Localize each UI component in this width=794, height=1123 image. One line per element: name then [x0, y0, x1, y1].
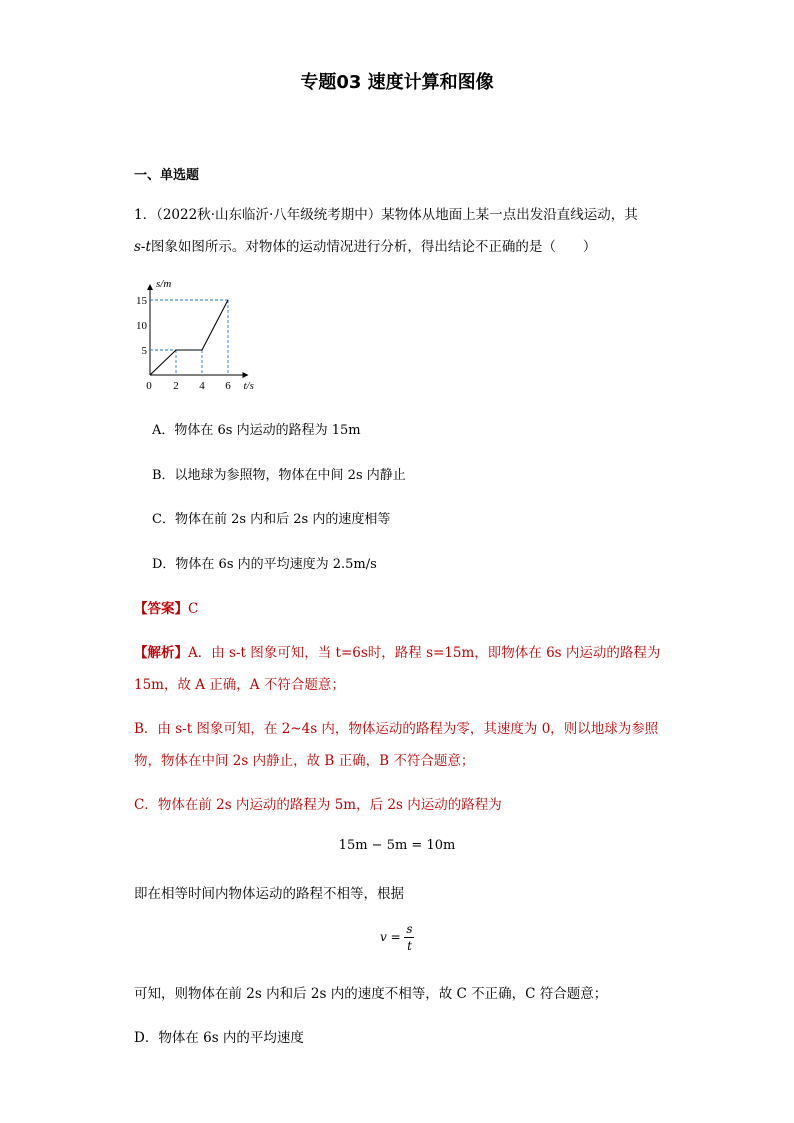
s-t-chart	[130, 272, 270, 394]
answer-value: C	[188, 601, 199, 617]
y-tick-label: 5	[141, 345, 147, 357]
y-tick-label: 10	[136, 320, 147, 332]
analysis-a-line-1	[134, 641, 660, 661]
analysis-b-line-1: B．由 s-t 图象可知，在 2~4s 内，物体运动的路程为零，其速度为 0，则以地球为参照	[134, 721, 659, 737]
x-tick-label: 6	[225, 380, 231, 392]
x-tick-label: 2	[173, 380, 179, 392]
analysis-d-line-1: D．物体在 6s 内的平均速度	[134, 1030, 304, 1046]
question-text: 图象如图所示。对物体的运动情况进行分析，得出结论不正确的是（ ）	[150, 239, 597, 255]
y-axis-label: s/m	[156, 278, 172, 290]
formula-fraction-bar	[404, 937, 414, 938]
x-tick-label: 4	[199, 380, 205, 392]
option-b: B．以地球为参照物，物体在中间 2s 内静止	[152, 468, 406, 483]
formula-lhs: v =	[380, 930, 401, 944]
analysis-b-line-2: 物，物体在中间 2s 内静止，故 B 正确，B 不符合题意；	[134, 753, 475, 769]
option-a: A．物体在 6s 内运动的路程为 15m	[152, 423, 361, 438]
formula-numerator: s	[406, 922, 413, 936]
origin-label: 0	[146, 380, 152, 392]
series-line	[150, 300, 228, 375]
answer-tag: 【答案】	[134, 601, 188, 617]
page-title: 专题03 速度计算和图像	[300, 72, 494, 93]
analysis-a-line-2: 15m，故 A 正确，A 不符合题意；	[134, 677, 345, 693]
answer-line	[134, 597, 198, 617]
question-line-2	[134, 235, 596, 255]
analysis-tag: 【解析】	[134, 645, 188, 661]
formula-denominator: t	[407, 939, 412, 953]
analysis-c-line-3: 可知，则物体在前 2s 内和后 2s 内的速度不相等，故 C 不正确，C 符合题意；	[134, 986, 608, 1002]
y-tick-label: 15	[136, 295, 147, 307]
analysis-c-line-1: C．物体在前 2s 内运动的路程为 5m，后 2s 内运动的路程为	[134, 797, 502, 813]
question-line-1: 1．（2022秋·山东临沂·八年级统考期中）某物体从地面上某一点出发沿直线运动，其	[134, 207, 638, 223]
analysis-c-line-2: 即在相等时间内物体运动的路程不相等，根据	[134, 886, 404, 902]
analysis-a-text-1: A．由 s-t 图象可知，当 t=6s时，路程 s=15m，即物体在 6s 内运动的路程为	[188, 645, 661, 661]
equation-difference: 15m − 5m = 10m	[338, 838, 456, 853]
x-axis-label: t/s	[243, 380, 254, 392]
option-c: C．物体在前 2s 内和后 2s 内的速度相等	[152, 512, 391, 527]
section-heading: 一、单选题	[134, 168, 200, 183]
option-d: D．物体在 6s 内的平均速度为 2.5m/s	[152, 557, 377, 572]
question-variable: s-t	[134, 239, 151, 255]
